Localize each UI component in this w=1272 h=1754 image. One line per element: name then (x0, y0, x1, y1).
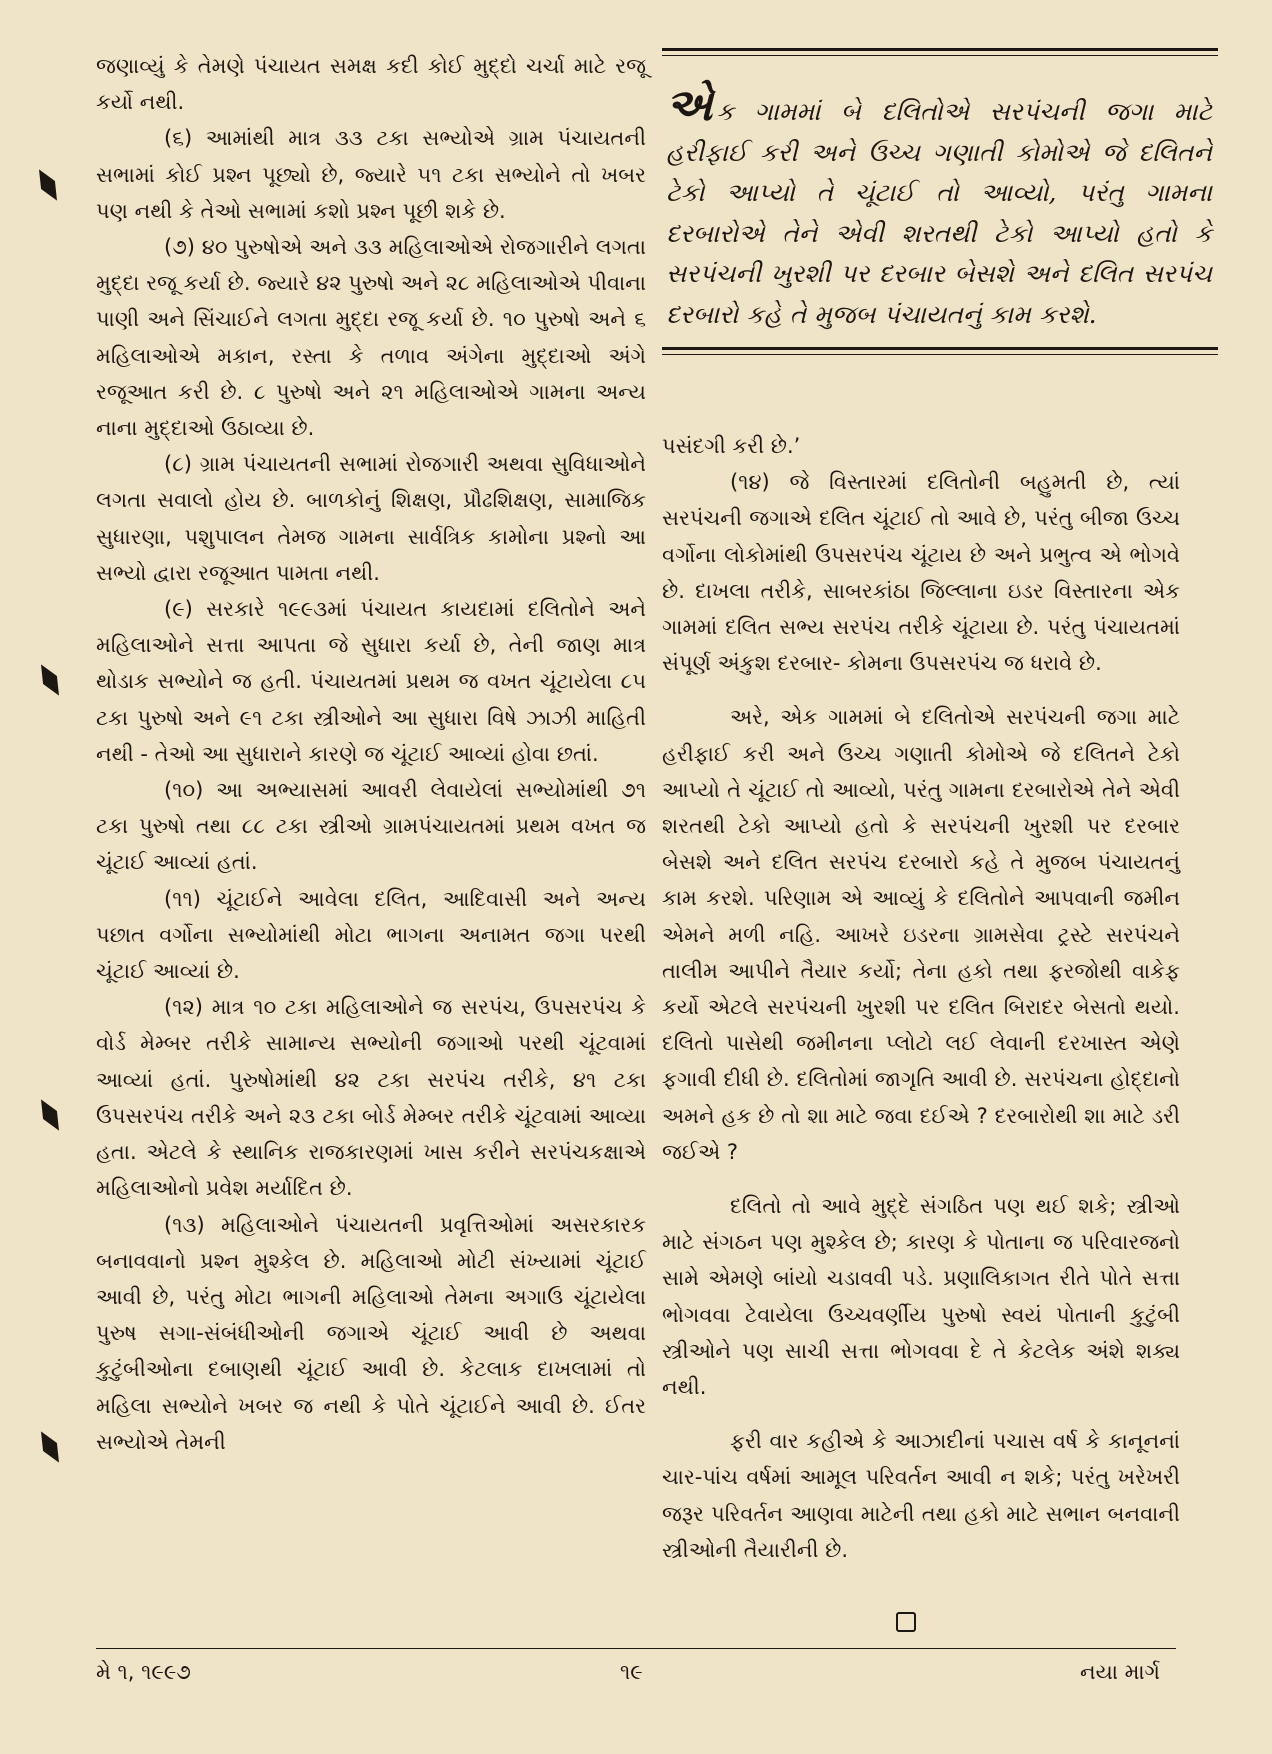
left-paragraph-7: (૧૨) માત્ર ૧૦ ટકા મહિલાઓને જ સરપંચ, ઉપસરપંચ કે વોર્ડ મેમ્બર તરીકે સામાન્ય સભ્યોની જગાઓ પરથી ચૂંટવામાં આવ્યાં હતાં. પુરુષોમાંથી ૪૨ ટકા સરપંચ તરીકે, ૪૧ ટકા ઉપસરપંચ તરીકે અને ૨૩ ટકા બોર્ડ મેમ્બર તરીકે ચૂંટવામાં આવ્યા હતા. એટલે કે સ્થાનિક રાજકારણમાં ખાસ કરીને સરપંચકક્ષાએ મહિલાઓનો પ્રવેશ મર્યાદિત છે. (96, 995, 646, 1201)
pull-quote-dropcap: એ (666, 80, 713, 131)
pull-quote-top-rule (662, 48, 1218, 56)
page-number: ૧૯ (620, 1660, 643, 1684)
left-paragraph-2: (૭) ૪૦ પુરુષોએ અને ૩૩ મહિલાઓએ રોજગારીને લગતા મુદ્દા રજૂ કર્યા છે. જ્યારે ૪૨ પુરુષો અને ૨૮ મહિલાઓએ પીવાના પાણી અને સિંચાઈને લગતા મુદ્દા રજૂ કર્યા છે. ૧૦ પુરુષો અને ૬ મહિલાઓએ મકાન, રસ્તા કે તળાવ અંગેના મુદ્દાઓ અંગે રજૂઆત કરી છે. ૮ પુરુષો અને ૨૧ મહિલાઓએ ગામના અન્ય નાના મુદ્દાઓ ઉઠાવ્યા છે. (96, 235, 646, 441)
pull-quote-box (662, 48, 1218, 355)
left-paragraph-0: જણાવ્યું કે તેમણે પંચાયત સમક્ષ કદી કોઈ મુદ્દો ચર્ચા માટે રજૂ કર્યો નથી. (96, 54, 646, 115)
right-column (662, 428, 1180, 1568)
left-column (96, 48, 646, 1460)
end-of-article-square-icon (896, 1612, 916, 1632)
left-paragraph-4: (૯) સરકારે ૧૯૯૩માં પંચાયત કાયદામાં દલિતોને અને મહિલાઓને સત્તા આપતા જે સુધારા કર્યા છે, તેની જાણ માત્ર થોડાક સભ્યોને જ હતી. પંચાયતમાં પ્રથમ જ વખત ચૂંટાયેલા ૮૫ ટકા પુરુષો અને ૯૧ ટકા સ્ત્રીઓને આ સુધારા વિષે ઝાઝી માહિતી નથી - તેઓ આ સુધારાને કારણે જ ચૂંટાઈ આવ્યાં હોવા છતાં. (96, 597, 646, 766)
right-paragraph-3: દલિતો તો આવે મુદ્દે સંગઠિત પણ થઈ શકે; સ્ત્રીઓ માટે સંગઠન પણ મુશ્કેલ છે; કારણ કે પોતાના જ પરિવારજનો સામે એમણે બાંયો ચડાવવી પડે. પ્રણાલિકાગત રીતે પોતે સત્તા ભોગવવા ટેવાયેલા ઉચ્ચવર્ણીય પુરુષો સ્વયં પોતાની કુટુંબી સ્ત્રીઓને પણ સાચી સત્તા ભોગવવા દે તે કેટલેક અંશે શક્ય નથી. (662, 1194, 1180, 1400)
left-paragraph-5: (૧૦) આ અભ્યાસમાં આવરી લેવાયેલાં સભ્યોમાંથી ૭૧ ટકા પુરુષો તથા ૮૮ ટકા સ્ત્રીઓ ગ્રામપંચાયતમાં પ્રથમ વખત જ ચૂંટાઈ આવ્યાં હતાં. (96, 778, 646, 875)
pull-quote-text: ક ગામમાં બે દલિતોએ સરપંચની જગા માટે હરીફાઈ કરી અને ઉચ્ચ ગણાતી કોમોએ જે દલિતને ટેકો આપ્યો તે ચૂંટાઈ તો આવ્યો, પરંતુ ગામના દરબારોએ તેને એવી શરતથી ટેકો આપ્યો હતો કે સરપંચની ખુરશી પર દરબાર બેસશે અને દલિત સરપંચ દરબારો કહે તે મુજબ પંચાયતનું કામ કરશે. (666, 97, 1212, 329)
right-paragraph-0: પસંદગી કરી છે.’ (662, 434, 801, 458)
right-paragraph-4: ફરી વાર કહીએ કે આઝાદીનાં પચાસ વર્ષ કે કાનૂનનાં ચાર-પાંચ વર્ષમાં આમૂલ પરિવર્તન આવી ન શકે; પરંતુ ખરેખરી જરૂર પરિવર્તન આણવા માટેની તથા હકો માટે સભાન બનવાની સ્ત્રીઓની તૈયારીની છે. (662, 1429, 1180, 1562)
left-paragraph-1: (૬) આમાંથી માત્ર ૩૩ ટકા સભ્યોએ ગ્રામ પંચાયતની સભામાં કોઈ પ્રશ્ન પૂછ્યો છે, જ્યારે ૫૧ ટકા સભ્યોને તો ખબર પણ નથી કે તેઓ સભામાં કશો પ્રશ્ન પૂછી શકે છે. (96, 126, 646, 223)
footer-rule (96, 1648, 1176, 1649)
left-paragraph-3: (૮) ગ્રામ પંચાયતની સભામાં રોજગારી અથવા સુવિધાઓને લગતા સવાલો હોય છે. બાળકોનું શિક્ષણ, પ્રૌઢશિક્ષણ, સામાજિક સુધારણા, પશુપાલન તેમજ ગામના સાર્વત્રિક કામોના પ્રશ્નો આ સભ્યો દ્વારા રજૂઆત પામતા નથી. (96, 452, 646, 585)
footer-date: મે ૧, ૧૯૯૭ (96, 1660, 191, 1684)
pull-quote-bottom-rule (662, 347, 1218, 355)
pull-quote (662, 56, 1218, 347)
left-paragraph-6: (૧૧) ચૂંટાઈને આવેલા દલિત, આદિવાસી અને અન્ય પછાત વર્ગોના સભ્યોમાંથી મોટા ભાગના અનામત જગા પરથી ચૂંટાઈ આવ્યાં છે. (96, 886, 646, 984)
right-paragraph-1: (૧૪) જે વિસ્તારમાં દલિતોની બહુમતી છે, ત્યાં સરપંચની જગાએ દલિત ચૂંટાઈ તો આવે છે, પરંતુ બીજા ઉચ્ચ વર્ગોના લોકોમાંથી ઉપસરપંચ ચૂંટાય છે અને પ્રભુત્વ એ ભોગવે છે. દાખલા તરીકે, સાબરકાંઠા જિલ્લાના ઇડર વિસ્તારના એક ગામમાં દલિત સભ્ય સરપંચ તરીકે ચૂંટાયા છે. પરંતુ પંચાયતમાં સંપૂર્ણ અંકુશ દરબાર- કોમના ઉપસરપંચ જ ધરાવે છે. (662, 470, 1180, 676)
right-paragraph-2: અરે, એક ગામમાં બે દલિતોએ સરપંચની જગા માટે હરીફાઈ કરી અને ઉચ્ચ ગણાતી કોમોએ જે દલિતને ટેકો આપ્યો તે ચૂંટાઈ તો આવ્યો, પરંતુ ગામના દરબારોએ તેને એવી શરતથી ટેકો આપ્યો હતો કે સરપંચની ખુરશી પર દરબાર બેસશે અને દલિત સરપંચ દરબારો કહે તે મુજબ પંચાયતનું કામ કરશે. પરિણામ એ આવ્યું કે દલિતોને આપવાની જમીન એમને મળી નહિ. આખરે ઇડરના ગ્રામસેવા ટ્રસ્ટે સરપંચને તાલીમ આપીને તૈયાર કર્યો; તેના હકો તથા ફરજોથી વાકેફ કર્યો એટલે સરપંચની ખુરશી પર દલિત બિરાદર બેસતો થયો. દલિતો પાસેથી જમીનના પ્લોટો લઈ લેવાની દરખાસ્ત એણે ફગાવી દીધી છે. દલિતોમાં જાગૃતિ આવી છે. સરપંચના હોદ્દાનો અમને હક છે તો શા માટે જવા દઈએ ? દરબારોથી શા માટે ડરી જઈએ ? (662, 705, 1180, 1164)
left-paragraph-8: (૧૩) મહિલાઓને પંચાયતની પ્રવૃત્તિઓમાં અસરકારક બનાવવાનો પ્રશ્ન મુશ્કેલ છે. મહિલાઓ મોટી સંખ્યામાં ચૂંટાઈ આવી છે, પરંતુ મોટા ભાગની મહિલાઓ તેમના અગાઉ ચૂંટાયેલા પુરુષ સગા-સંબંધીઓની જગાએ ચૂંટાઈ આવી છે અથવા કુટુંબીઓના દબાણથી ચૂંટાઈ આવી છે. કેટલાક દાખલામાં તો મહિલા સભ્યોને ખબર જ નથી કે પોતે ચૂંટાઈને આવી છે. ઈતર સભ્યોએ તેમની (96, 1212, 646, 1454)
publication-name: નયા માર્ગ (1080, 1660, 1160, 1684)
